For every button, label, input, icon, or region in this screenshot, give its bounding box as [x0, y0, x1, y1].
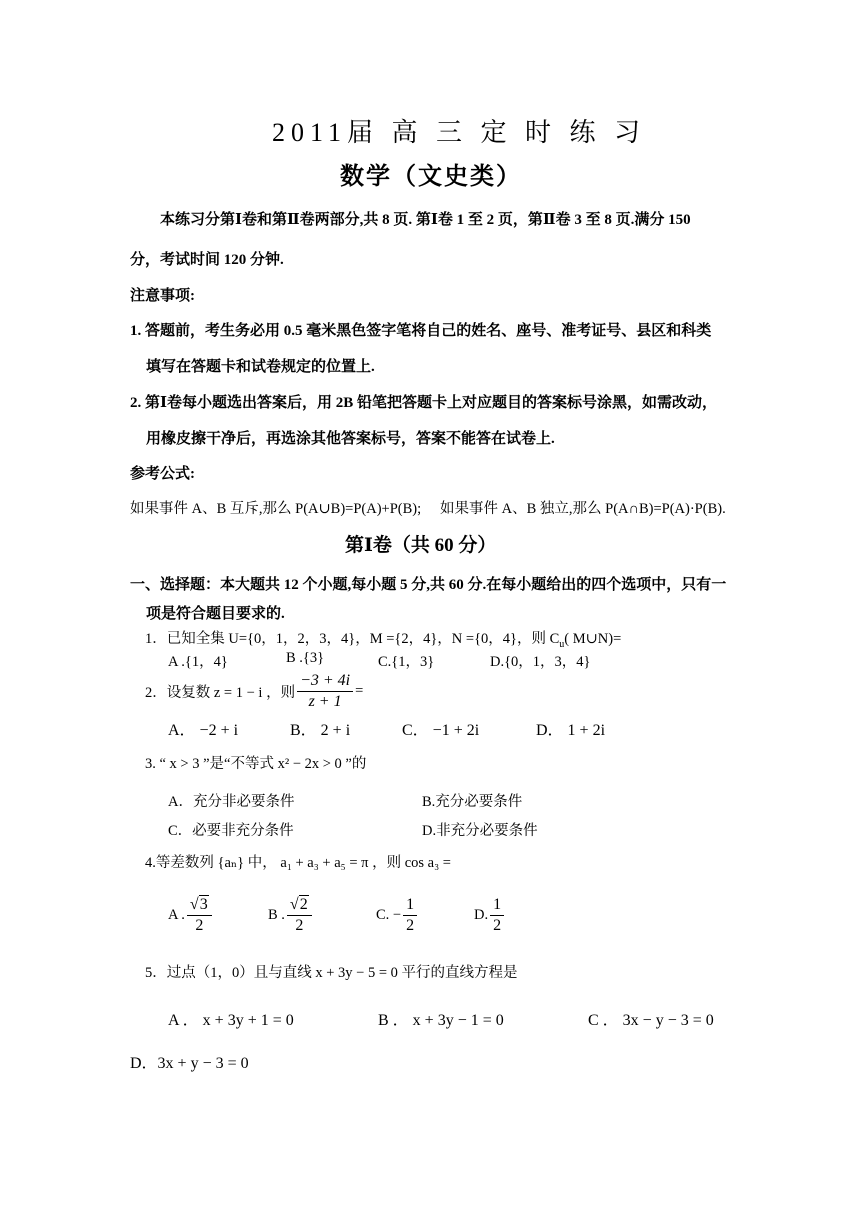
question-2-option-c: C． −1 + 2i — [402, 722, 480, 739]
formula-heading: 参考公式: — [130, 466, 195, 482]
question-4-option-b: B . $\frac{√2}{2}$ — [268, 896, 314, 936]
question-5-option-a: A ． x + 3y + 1 = 0 — [168, 1012, 294, 1029]
formula-independent: 如果事件 A、B 独立,那么 P(A∩B)=P(A)·P(B). — [440, 501, 726, 517]
section-title: 第Ⅰ卷（共 60 分） — [345, 535, 497, 556]
question-2-option-b: B． 2 + i — [290, 722, 351, 739]
question-2-fraction: $\frac{-3 + 4i}{z + 1}$ — [297, 672, 353, 712]
notice-item-2-line-2: 用橡皮擦干净后，再选涂其他答案标号，答案不能答在试卷上. — [146, 431, 555, 447]
question-3-option-d: D.非充分必要条件 — [422, 823, 538, 839]
question-4-option-a: A . $\frac{√3}{2}$ — [168, 896, 214, 936]
question-1-stem: 1．已知全集 U={0，1，2，3，4}，M ={2，4}，N ={0，4}，则 $C_u$( M∪N)= — [145, 631, 622, 650]
question-4-stem: 4.等差数列 {aₙ} 中， a₁ + a₃ + a₅ = π ，则 cos a₃ = — [145, 855, 451, 871]
section-instruction-line-1: 一、选择题：本大题共 12 个小题,每小题 5 分,共 60 分.在每小题给出的四个选项中，只有一 — [130, 577, 727, 593]
question-5-option-b: B ． x + 3y − 1 = 0 — [378, 1012, 504, 1029]
question-3-stem: 3. “ x > 3 ”是“不等式 x² − 2x > 0 ”的 — [145, 756, 367, 772]
notice-item-1-line-2: 填写在答题卡和试卷规定的位置上. — [146, 359, 375, 375]
question-4-option-c: C. − $\frac{1}{2}$ — [376, 896, 419, 936]
question-1-option-d: D.{0，1，3，4} — [490, 654, 591, 670]
notice-item-2-line-1: 2. 第Ⅰ卷每小题选出答案后，用 2B 铅笔把答题卡上对应题目的答案标号涂黑，如需改动， — [130, 395, 718, 411]
document-title: 2011届 高 三 定 时 练 习 — [272, 118, 647, 147]
question-4-option-d: D. $\frac{1}{2}$ — [474, 896, 506, 936]
question-1-option-a: A .{1，4} — [168, 654, 228, 670]
question-2-stem: 2．设复数 z = 1 − i ，则 $\frac{-3 + 4i}{z + 1}$ = — [145, 672, 364, 711]
question-2-option-d: D． 1 + 2i — [536, 722, 606, 739]
notice-heading: 注意事项: — [130, 288, 195, 304]
question-3-option-a: A．充分非必要条件 — [168, 794, 295, 810]
intro-line-1: 本练习分第Ⅰ卷和第Ⅱ卷两部分,共 8 页. 第Ⅰ卷 1 至 2 页，第Ⅱ卷 3 至 8 页.满分 150 — [160, 212, 691, 228]
question-5-option-d: D．3x + y − 3 = 0 — [130, 1055, 249, 1072]
question-2-option-a: A． −2 + i — [168, 722, 239, 739]
question-1-option-b: B .{3} — [286, 650, 325, 666]
formula-mutually-exclusive: 如果事件 A、B 互斥,那么 P(A∪B)=P(A)+P(B); — [130, 501, 422, 517]
document-subtitle: 数学（文史类） — [340, 164, 522, 190]
question-3-option-c: C．必要非充分条件 — [168, 823, 294, 839]
question-1-option-c: C.{1，3} — [378, 654, 435, 670]
notice-item-1-line-1: 1. 答题前，考生务必用 0.5 毫米黑色签字笔将自己的姓名、座号、准考证号、县区和科类 — [130, 323, 712, 339]
section-instruction-line-2: 项是符合题目要求的. — [146, 606, 285, 622]
question-5-stem: 5．过点（1，0）且与直线 x + 3y − 5 = 0 平行的直线方程是 — [145, 965, 518, 981]
question-3-option-b: B.充分必要条件 — [422, 794, 523, 810]
question-5-option-c: C ． 3x − y − 3 = 0 — [588, 1012, 714, 1029]
intro-line-2: 分，考试时间 120 分钟. — [130, 252, 284, 268]
